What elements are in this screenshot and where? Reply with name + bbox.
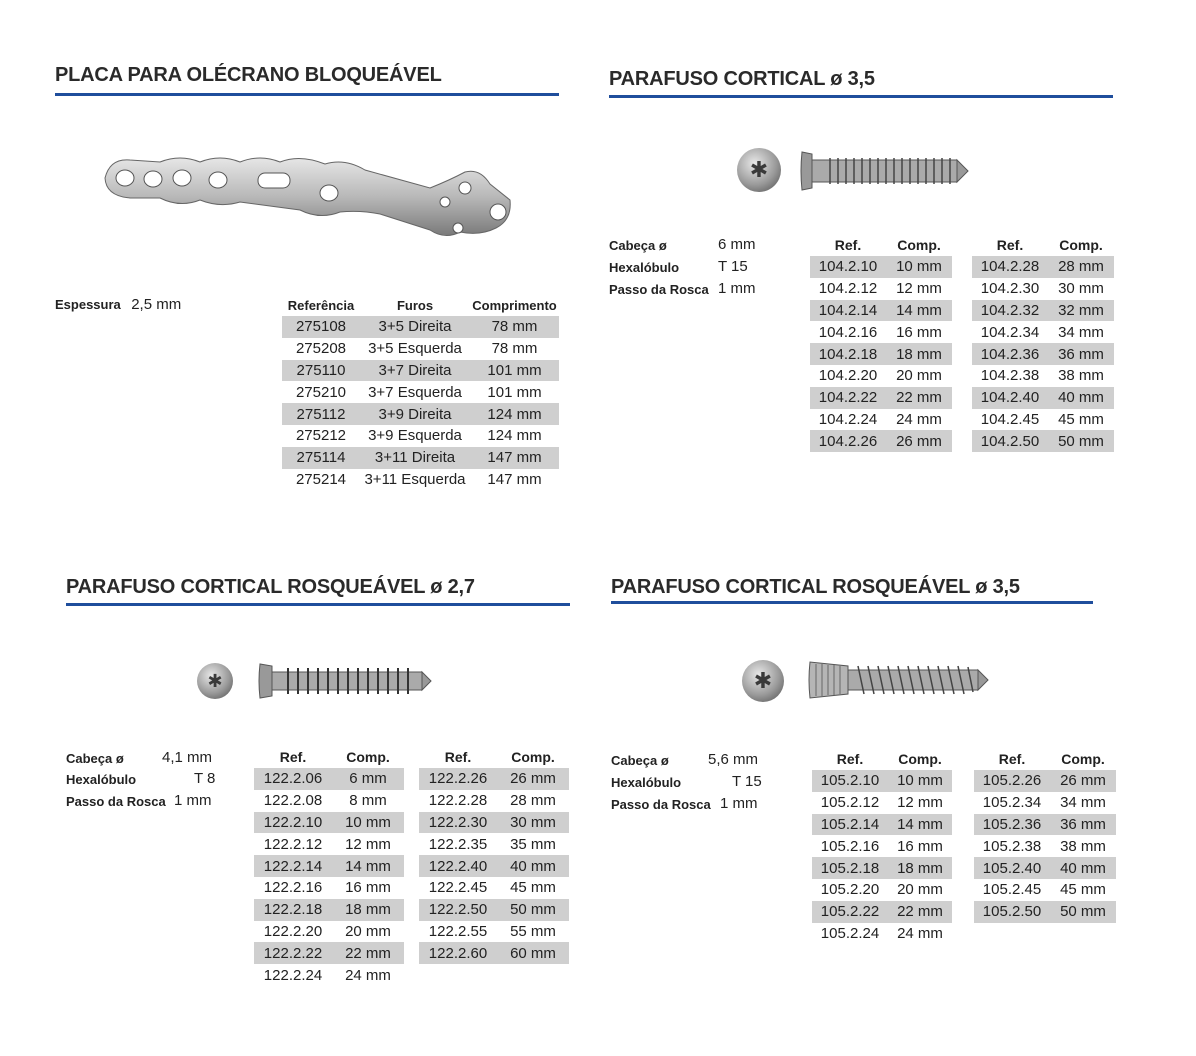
rosq27-screw-image (258, 662, 433, 700)
table-cell: 275112 (282, 403, 360, 425)
table-row (419, 877, 569, 899)
table-cell: 24 mm (896, 410, 942, 428)
table-row (812, 814, 952, 836)
table-row (254, 964, 404, 986)
comp-header: Comp. (511, 749, 555, 765)
spec-value: 1 mm (174, 792, 212, 809)
table-cell: 122.2.14 (254, 855, 332, 877)
table-cell: 105.2.50 (974, 901, 1050, 923)
table-cell: 104.2.50 (972, 430, 1048, 452)
table-cell: 8 mm (349, 792, 387, 810)
table-cell: 105.2.12 (820, 794, 880, 812)
table-cell: 105.2.36 (974, 814, 1050, 836)
table-cell: 147 mm (487, 470, 542, 488)
table-cell: 105.2.40 (974, 857, 1050, 879)
ref-header: Ref. (279, 749, 307, 765)
plate-title-rule (55, 93, 559, 96)
table-cell: 26 mm (1050, 770, 1116, 792)
plate-table (282, 294, 559, 490)
table-cell: 20 mm (345, 922, 391, 940)
table-cell: 50 mm (1050, 901, 1116, 923)
table-cell: 275114 (282, 447, 360, 469)
table-cell: 16 mm (897, 837, 943, 855)
table-row (810, 365, 952, 387)
table-cell: 24 mm (345, 966, 391, 984)
table-row (282, 469, 559, 491)
table-cell: 3+11 Direita (360, 447, 470, 469)
table-cell: 55 mm (510, 922, 556, 940)
table-cell: 104.2.14 (810, 300, 886, 322)
table-cell: 18 mm (888, 857, 952, 879)
table-row (972, 387, 1114, 409)
table-cell: 12 mm (345, 835, 391, 853)
table-row (812, 923, 952, 945)
table-cell: 14 mm (888, 814, 952, 836)
olecranon-plate-image (100, 150, 520, 250)
table-row (254, 790, 404, 812)
table-cell: 122.2.55 (428, 922, 488, 940)
table-cell: 36 mm (1050, 814, 1116, 836)
table-row (810, 300, 952, 322)
spec-label: Passo da Rosca (609, 282, 709, 297)
table-row (282, 316, 559, 338)
table-cell: 12 mm (896, 280, 942, 298)
table-row (254, 899, 404, 921)
spec-label: Hexalóbulo (66, 772, 137, 787)
table-row (810, 321, 952, 343)
table-cell: 38 mm (1060, 837, 1106, 855)
table-cell: 105.2.38 (982, 837, 1042, 855)
table-row (810, 256, 952, 278)
table-cell: 40 mm (1048, 387, 1114, 409)
table-cell: 45 mm (1058, 410, 1104, 428)
table-cell: 122.2.12 (263, 835, 323, 853)
table-row (810, 409, 952, 431)
table-row (810, 430, 952, 452)
table-cell: 122.2.24 (263, 966, 323, 984)
table-cell: 122.2.22 (254, 942, 332, 964)
table-cell: 36 mm (1048, 343, 1114, 365)
spec-value: T 8 (194, 770, 216, 787)
table-cell: 20 mm (896, 367, 942, 385)
spec-value: 1 mm (720, 795, 758, 812)
table-cell: 122.2.35 (428, 835, 488, 853)
table-row (419, 833, 569, 855)
table-row (419, 899, 569, 921)
table-row (254, 942, 404, 964)
comp-header: Comp. (346, 749, 390, 765)
table-row (254, 833, 404, 855)
rosq35-table-1 (812, 748, 952, 944)
plate-header-length: Comprimento (472, 297, 557, 313)
table-cell: 275214 (295, 470, 347, 488)
table-cell: 38 mm (1058, 367, 1104, 385)
spec-label: Passo da Rosca (611, 797, 711, 812)
table-cell: 275110 (282, 360, 360, 382)
table-cell: 104.2.38 (980, 367, 1040, 385)
table-cell: 122.2.30 (419, 812, 497, 834)
table-row (972, 300, 1114, 322)
table-row (254, 877, 404, 899)
table-cell: 40 mm (497, 855, 569, 877)
rosq35-table-2 (974, 748, 1116, 923)
table-row (810, 278, 952, 300)
table-cell: 10 mm (888, 770, 952, 792)
table-row (974, 770, 1116, 792)
table-row (419, 812, 569, 834)
rosq27-title-rule (66, 603, 570, 606)
table-cell: 104.2.36 (972, 343, 1048, 365)
table-cell: 14 mm (332, 855, 404, 877)
table-cell: 35 mm (510, 835, 556, 853)
table-cell: 105.2.18 (812, 857, 888, 879)
cortical35-title: PARAFUSO CORTICAL ø 3,5 (609, 68, 875, 90)
spec-label: Hexalóbulo (611, 775, 682, 790)
table-cell: 45 mm (510, 879, 556, 897)
table-cell: 30 mm (497, 812, 569, 834)
table-cell: 104.2.34 (980, 323, 1040, 341)
table-row (282, 360, 559, 382)
table-row (972, 409, 1114, 431)
table-row (812, 857, 952, 879)
table-cell: 30 mm (1058, 280, 1104, 298)
table-row (810, 387, 952, 409)
table-row (972, 365, 1114, 387)
table-cell: 45 mm (1060, 881, 1106, 899)
table-cell: 3+7 Esquerda (368, 383, 462, 401)
table-cell: 104.2.20 (818, 367, 878, 385)
table-row (972, 256, 1114, 278)
table-row (419, 921, 569, 943)
table-cell: 3+5 Direita (360, 316, 470, 338)
table-cell: 104.2.10 (810, 256, 886, 278)
table-cell: 104.2.40 (972, 387, 1048, 409)
rosq27-table-1 (254, 746, 404, 986)
spec-label: Passo da Rosca (66, 794, 166, 809)
table-cell: 101 mm (470, 360, 559, 382)
table-cell: 105.2.10 (812, 770, 888, 792)
plate-header-holes: Furos (396, 297, 434, 313)
table-row (812, 879, 952, 901)
table-row (972, 278, 1114, 300)
rosq35-screw-image (808, 658, 990, 702)
table-cell: 122.2.40 (419, 855, 497, 877)
cortical35-table-1 (810, 234, 952, 452)
table-cell: 18 mm (886, 343, 952, 365)
table-cell: 32 mm (1048, 300, 1114, 322)
table-row (812, 901, 952, 923)
rosq27-title: PARAFUSO CORTICAL ROSQUEÁVEL ø 2,7 (66, 576, 475, 598)
table-row (254, 855, 404, 877)
table-cell: 104.2.12 (818, 280, 878, 298)
spec-label: Cabeça ø (609, 238, 667, 253)
table-row (812, 792, 952, 814)
table-cell: 22 mm (888, 901, 952, 923)
table-cell: 22 mm (332, 942, 404, 964)
plate-table-body (282, 316, 559, 490)
table-row (972, 321, 1114, 343)
plate-thickness (55, 296, 181, 314)
ref-header: Ref. (998, 751, 1026, 767)
table-cell: 122.2.60 (419, 942, 497, 964)
table-cell: 105.2.14 (812, 814, 888, 836)
thickness-label: Espessura (55, 297, 121, 312)
table-cell: 104.2.32 (972, 300, 1048, 322)
table-row (974, 792, 1116, 814)
table-cell: 105.2.26 (974, 770, 1050, 792)
cortical35-screw-image (800, 148, 970, 194)
table-cell: 3+9 Esquerda (368, 427, 462, 445)
table-cell: 104.2.28 (972, 256, 1048, 278)
table-row (282, 381, 559, 403)
table-cell: 104.2.45 (980, 410, 1040, 428)
table-row (282, 425, 559, 447)
table-cell: 105.2.20 (820, 881, 880, 899)
rosq27-table-2 (419, 746, 569, 964)
spec-value: T 15 (732, 773, 762, 790)
table-cell: 16 mm (345, 879, 391, 897)
table-row (419, 790, 569, 812)
table-row (282, 338, 559, 360)
table-cell: 104.2.24 (818, 410, 878, 428)
table-cell: 26 mm (886, 430, 952, 452)
table-cell: 124 mm (470, 403, 559, 425)
table-cell: 24 mm (897, 924, 943, 942)
spec-label: Cabeça ø (66, 751, 124, 766)
spec-value: 1 mm (718, 280, 756, 297)
cortical35-table-2-body (972, 256, 1114, 452)
spec-label: Hexalóbulo (609, 260, 680, 275)
screw-head-icon: ✱ (197, 663, 233, 699)
table-cell: 3+11 Esquerda (364, 470, 466, 488)
table-row (812, 770, 952, 792)
spec-value: 6 mm (718, 236, 756, 253)
spec-value: 5,6 mm (708, 751, 759, 768)
table-row (810, 343, 952, 365)
screw-head-icon: ✱ (737, 148, 781, 192)
table-row (974, 857, 1116, 879)
table-row (972, 343, 1114, 365)
spec-label: Cabeça ø (611, 753, 669, 768)
comp-header: Comp. (1061, 751, 1105, 767)
table-cell: 22 mm (886, 387, 952, 409)
comp-header: Comp. (898, 751, 942, 767)
table-cell: 105.2.16 (820, 837, 880, 855)
table-row (974, 835, 1116, 857)
table-cell: 104.2.22 (810, 387, 886, 409)
table-cell: 16 mm (896, 323, 942, 341)
thickness-value: 2,5 mm (131, 296, 182, 313)
table-cell: 124 mm (487, 427, 542, 445)
rosq27-table-2-body (419, 768, 569, 964)
table-row (972, 430, 1114, 452)
table-cell: 104.2.16 (818, 323, 878, 341)
table-cell: 10 mm (332, 812, 404, 834)
table-cell: 275208 (295, 340, 347, 358)
table-cell: 147 mm (470, 447, 559, 469)
table-cell: 122.2.10 (254, 812, 332, 834)
table-cell: 40 mm (1050, 857, 1116, 879)
table-cell: 50 mm (497, 899, 569, 921)
ref-header: Ref. (444, 749, 472, 765)
table-cell: 28 mm (1048, 256, 1114, 278)
rosq35-table-2-body (974, 770, 1116, 923)
table-cell: 78 mm (470, 316, 559, 338)
comp-header: Comp. (1059, 237, 1103, 253)
table-cell: 34 mm (1058, 323, 1104, 341)
table-cell: 105.2.22 (812, 901, 888, 923)
screw-head-icon: ✱ (742, 660, 784, 702)
table-row (812, 835, 952, 857)
table-cell: 122.2.28 (428, 792, 488, 810)
table-cell: 122.2.20 (263, 922, 323, 940)
plate-header-ref: Referência (287, 297, 355, 313)
table-row (974, 814, 1116, 836)
cortical35-title-rule (609, 95, 1113, 98)
table-cell: 104.2.18 (810, 343, 886, 365)
table-cell: 34 mm (1060, 794, 1106, 812)
table-row (419, 942, 569, 964)
table-cell: 60 mm (497, 942, 569, 964)
table-cell: 122.2.26 (419, 768, 497, 790)
table-cell: 104.2.30 (980, 280, 1040, 298)
table-cell: 3+7 Direita (360, 360, 470, 382)
table-cell: 28 mm (510, 792, 556, 810)
spec-value: 4,1 mm (162, 749, 213, 766)
table-cell: 122.2.08 (263, 792, 323, 810)
spec-value: T 15 (718, 258, 748, 275)
table-cell: 122.2.18 (254, 899, 332, 921)
table-row (419, 768, 569, 790)
table-cell: 3+9 Direita (360, 403, 470, 425)
table-cell: 122.2.45 (428, 879, 488, 897)
table-cell: 105.2.34 (982, 794, 1042, 812)
table-cell: 14 mm (886, 300, 952, 322)
ref-header: Ref. (836, 751, 864, 767)
plate-title: PLACA PARA OLÉCRANO BLOQUEÁVEL (55, 64, 442, 86)
table-cell: 20 mm (897, 881, 943, 899)
table-cell: 122.2.06 (254, 768, 332, 790)
table-cell: 122.2.16 (263, 879, 323, 897)
table-cell: 275108 (282, 316, 360, 338)
table-cell: 104.2.26 (810, 430, 886, 452)
table-cell: 122.2.50 (419, 899, 497, 921)
cortical35-table-1-body (810, 256, 952, 452)
table-row (254, 921, 404, 943)
ref-header: Ref. (996, 237, 1024, 253)
rosq35-table-1-body (812, 770, 952, 944)
table-cell: 26 mm (497, 768, 569, 790)
table-row (282, 447, 559, 469)
table-row (254, 768, 404, 790)
table-cell: 12 mm (897, 794, 943, 812)
cortical35-table-2 (972, 234, 1114, 452)
rosq27-table-1-body (254, 768, 404, 986)
rosq35-title: PARAFUSO CORTICAL ROSQUEÁVEL ø 3,5 (611, 576, 1020, 598)
table-row (254, 812, 404, 834)
table-cell: 18 mm (332, 899, 404, 921)
table-cell: 275210 (295, 383, 347, 401)
table-cell: 105.2.45 (982, 881, 1042, 899)
table-cell: 50 mm (1048, 430, 1114, 452)
table-cell: 78 mm (491, 340, 538, 358)
table-row (282, 403, 559, 425)
table-row (974, 879, 1116, 901)
table-cell: 3+5 Esquerda (368, 340, 462, 358)
table-row (974, 901, 1116, 923)
table-cell: 101 mm (487, 383, 542, 401)
ref-header: Ref. (834, 237, 862, 253)
table-cell: 10 mm (886, 256, 952, 278)
table-cell: 275212 (295, 427, 347, 445)
comp-header: Comp. (897, 237, 941, 253)
table-row (419, 855, 569, 877)
rosq35-title-rule (611, 601, 1093, 604)
table-cell: 6 mm (332, 768, 404, 790)
table-cell: 105.2.24 (820, 924, 880, 942)
